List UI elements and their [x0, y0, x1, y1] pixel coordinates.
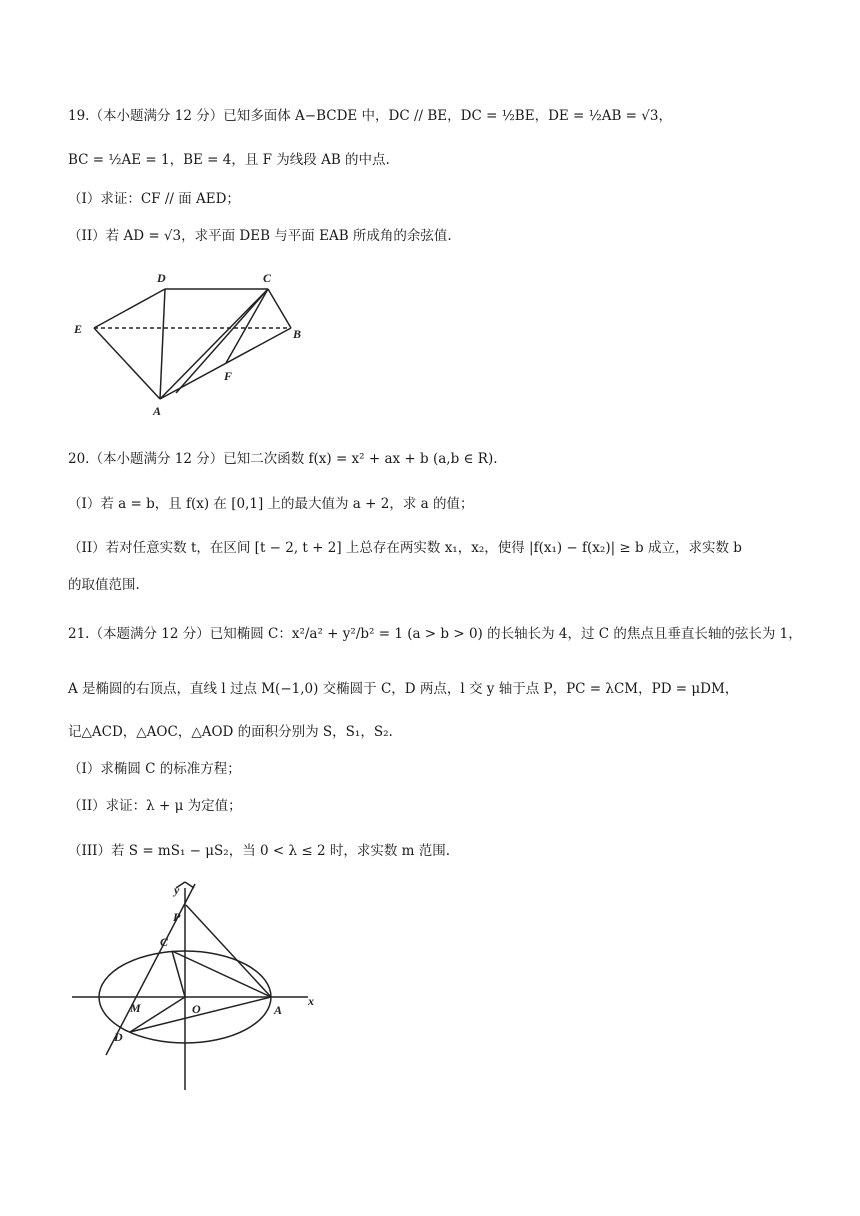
problem-21-part-3: （III）若 S = mS₁ − μS₂，当 0 < λ ≤ 2 时，求实数 m 范围. [68, 843, 451, 859]
problem-20-part-1: （I）若 a = b，且 f(x) 在 [0,1] 上的最大值为 a + 2，求 a 的值； [68, 496, 474, 512]
label-e: E [74, 322, 83, 336]
problem-20-part-2: （II）若对任意实数 t，在区间 [t − 2, t + 2] 上总存在两实数 x₁，x₂，使得 |f(x₁) − f(x₂)| ≥ b 成立，求实数 b [68, 540, 742, 556]
label-c: C [263, 271, 272, 285]
problem-20-part-2-cont: 的取值范围. [68, 577, 140, 593]
label-m: M [130, 1001, 141, 1015]
label-p: P [173, 910, 181, 924]
label-a: A [153, 404, 162, 418]
label-b: B [293, 327, 302, 341]
label-a: A [274, 1003, 283, 1017]
polyhedron-figure [68, 262, 308, 422]
problem-21-part-2: （II）求证：λ + μ 为定值； [68, 798, 242, 814]
ellipse-figure [68, 880, 328, 1095]
problem-21-line-1: 21.（本题满分 12 分）已知椭圆 C：x²/a² + y²/b² = 1 (a > b > 0) 的长轴长为 4，过 C 的焦点且垂直长轴的弦长为 1， [68, 626, 802, 642]
problem-21-line-2: A 是椭圆的右顶点，直线 l 过点 M(−1,0) 交椭圆于 C，D 两点，l 交 y 轴于点 P，PC = λCM，PD = μDM， [68, 681, 739, 697]
problem-19-part-2: （II）若 AD = √3，求平面 DEB 与平面 EAB 所成角的余弦值. [68, 228, 452, 244]
label-x: x [308, 994, 314, 1008]
problem-21-part-1: （I）求椭圆 C 的标准方程； [68, 761, 241, 777]
problem-20-line-1: 20.（本小题满分 12 分）已知二次函数 f(x) = x² + ax + b (a,b ∈ R). [68, 451, 498, 467]
label-d: D [114, 1030, 123, 1044]
label-c: C [160, 935, 169, 949]
label-d: D [157, 271, 166, 285]
problem-19-line-2: BC = ½AE = 1，BE = 4，且 F 为线段 AB 的中点. [68, 152, 390, 168]
label-y: y [174, 883, 180, 897]
problem-19-part-1: （I）求证：CF // 面 AED； [68, 191, 240, 207]
problem-21-line-3: 记△ACD，△AOC，△AOD 的面积分别为 S，S₁，S₂. [68, 724, 393, 740]
problem-19-line-1: 19.（本小题满分 12 分）已知多面体 A−BCDE 中，DC // BE，DC = ½BE，DE = ½AB = √3， [68, 108, 672, 124]
label-o: O [192, 1002, 201, 1016]
label-f: F [224, 369, 233, 383]
